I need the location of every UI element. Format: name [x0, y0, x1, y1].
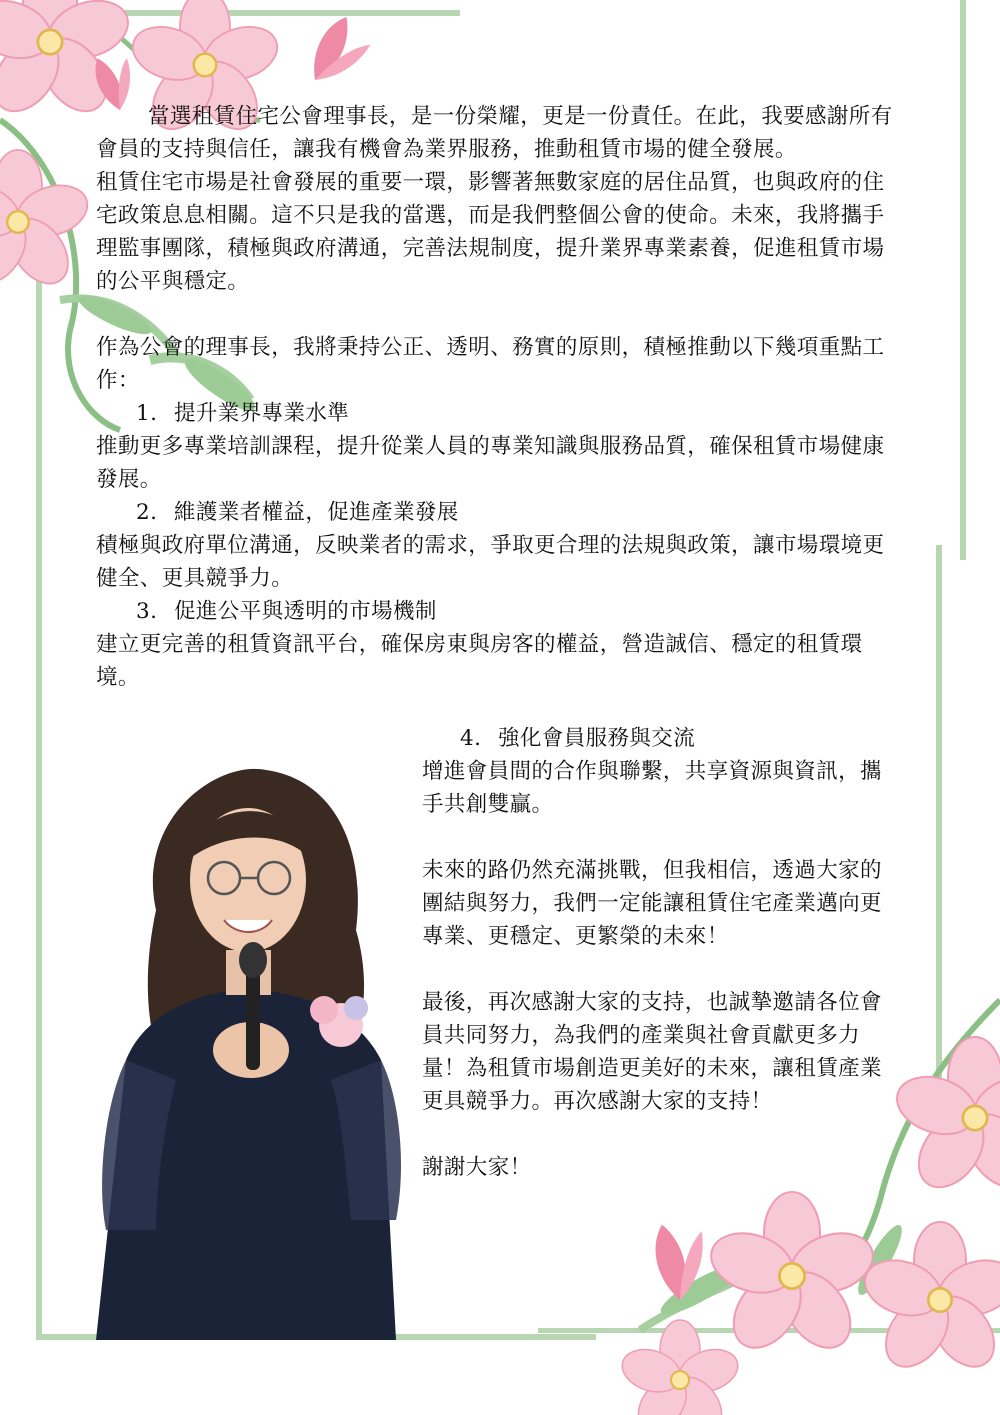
speaker-portrait	[96, 760, 408, 1340]
list-item-title: 強化會員服務與交流	[498, 726, 696, 751]
intro-paragraph-2: 租賃住宅市場是社會發展的重要一環，影響著無數家庭的居住品質，也與政府的住宅政策息息相關。這不只是我的當選，而是我們整個公會的使命。未來，我將攜手理監事團隊，積極與政府溝通，完善法規制度，提升業界專業素養，促進租賃市場的公平與穩定。	[96, 170, 885, 294]
list-item-number: 3.	[136, 599, 158, 624]
closing-section	[422, 722, 892, 1184]
list-item-body: 積極與政府單位溝通，反映業者的需求，爭取更合理的法規與政策，讓市場環境更健全、更具競爭力。	[96, 533, 885, 591]
letter-body	[96, 100, 896, 694]
list-item-heading	[96, 496, 896, 529]
list-item-title: 促進公平與透明的市場機制	[174, 599, 437, 624]
list-item-heading	[96, 397, 896, 430]
list-item-number: 4.	[460, 726, 482, 751]
list-item-number: 1.	[136, 401, 158, 426]
closing-paragraph-2: 最後，再次感謝大家的支持，也誠摯邀請各位會員共同努力，為我們的產業與社會貢獻更多力量！為租賃市場創造更美好的未來，讓租賃產業更具競爭力。再次感謝大家的支持！	[422, 990, 882, 1114]
cherry-blossom-icon	[703, 1192, 880, 1360]
closing-thanks: 謝謝大家！	[422, 1155, 532, 1180]
intro-paragraph-1: 當選租賃住宅公會理事長，是一份榮耀，更是一份責任。在此，我要感謝所有會員的支持與信任，讓我有機會為業界服務，推動租賃市場的健全發展。	[96, 104, 893, 162]
closing-paragraph-1: 未來的路仍然充滿挑戰，但我相信，透過大家的團結與努力，我們一定能讓租賃住宅產業邁向更專業、更穩定、更繁榮的未來！	[422, 858, 882, 949]
cherry-blossom-icon	[617, 1320, 743, 1415]
flower-bud-icon	[307, 11, 376, 93]
list-item-heading	[96, 595, 896, 628]
list-item-body: 推動更多專業培訓課程，提升從業人員的專業知識與服務品質，確保租賃市場健康發展。	[96, 434, 885, 492]
intro-paragraph-3: 作為公會的理事長，我將秉持公正、透明、務實的原則，積極推動以下幾項重點工作：	[96, 335, 885, 393]
list-item-body: 建立更完善的租賃資訊平台，確保房東與房客的權益，營造誠信、穩定的租賃環境。	[96, 632, 863, 690]
list-item-title: 維護業者權益，促進產業發展	[174, 500, 459, 525]
list-item-body: 增進會員間的合作與聯繫，共享資源與資訊，攜手共創雙贏。	[422, 759, 882, 817]
list-item-title: 提升業界專業水準	[174, 401, 350, 426]
list-item-heading	[422, 722, 892, 755]
list-item-number: 2.	[136, 500, 158, 525]
